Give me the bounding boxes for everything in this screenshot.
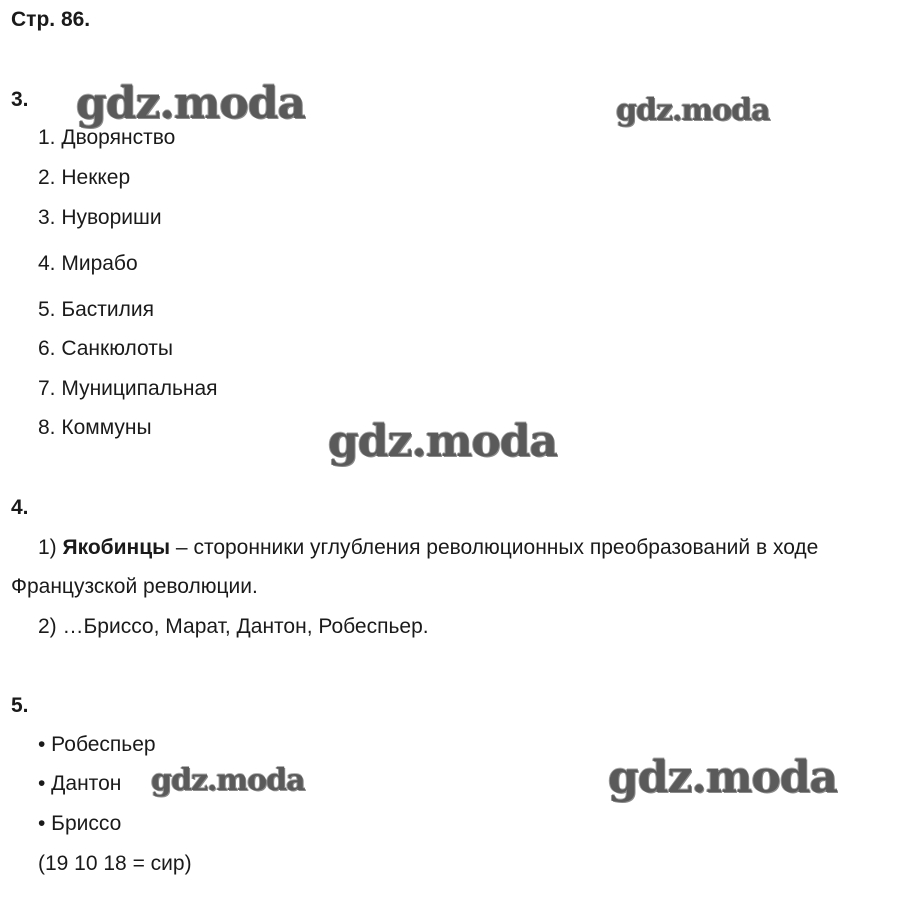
definition-term: Якобинцы — [62, 536, 171, 559]
list-item: 4. Мирабо — [38, 252, 138, 275]
definition-text: – сторонники углубления революционных преобразований в ходе — [170, 536, 819, 559]
task-5-number: 5. — [11, 694, 29, 717]
page-header: Стр. 86. — [11, 8, 91, 31]
definition-prefix: 1) — [38, 536, 63, 559]
task-4-number: 4. — [11, 496, 29, 519]
list-item: 3. Нувориши — [38, 206, 162, 229]
list-item: 5. Бастилия — [38, 298, 155, 321]
list-item: 6. Санкюлоты — [38, 337, 173, 360]
list-item: • Бриссо — [38, 812, 122, 835]
list-item: 2. Неккер — [38, 166, 131, 189]
watermark-logo: gdz.moda — [328, 416, 558, 467]
list-item: 1. Дворянство — [38, 126, 176, 149]
watermark-logo: gdz.moda — [76, 78, 306, 129]
watermark-logo: gdz.moda — [608, 752, 838, 803]
list-item: 7. Муниципальная — [38, 377, 218, 400]
task-4-definition-continuation: Французской революции. — [11, 575, 258, 598]
watermark-logo: gdz.moda — [616, 93, 770, 128]
task-4-definition-line — [38, 536, 818, 560]
list-item: 8. Коммуны — [38, 416, 152, 439]
list-item: • Робеспьер — [38, 733, 156, 756]
list-item: • Дантон — [38, 772, 122, 795]
task-4-answer: 2) …Бриссо, Марат, Дантон, Робеспьер. — [38, 615, 429, 638]
task-3-number: 3. — [11, 88, 29, 111]
watermark-logo: gdz.moda — [151, 763, 305, 798]
task-5-note: (19 10 18 = сир) — [38, 852, 192, 875]
